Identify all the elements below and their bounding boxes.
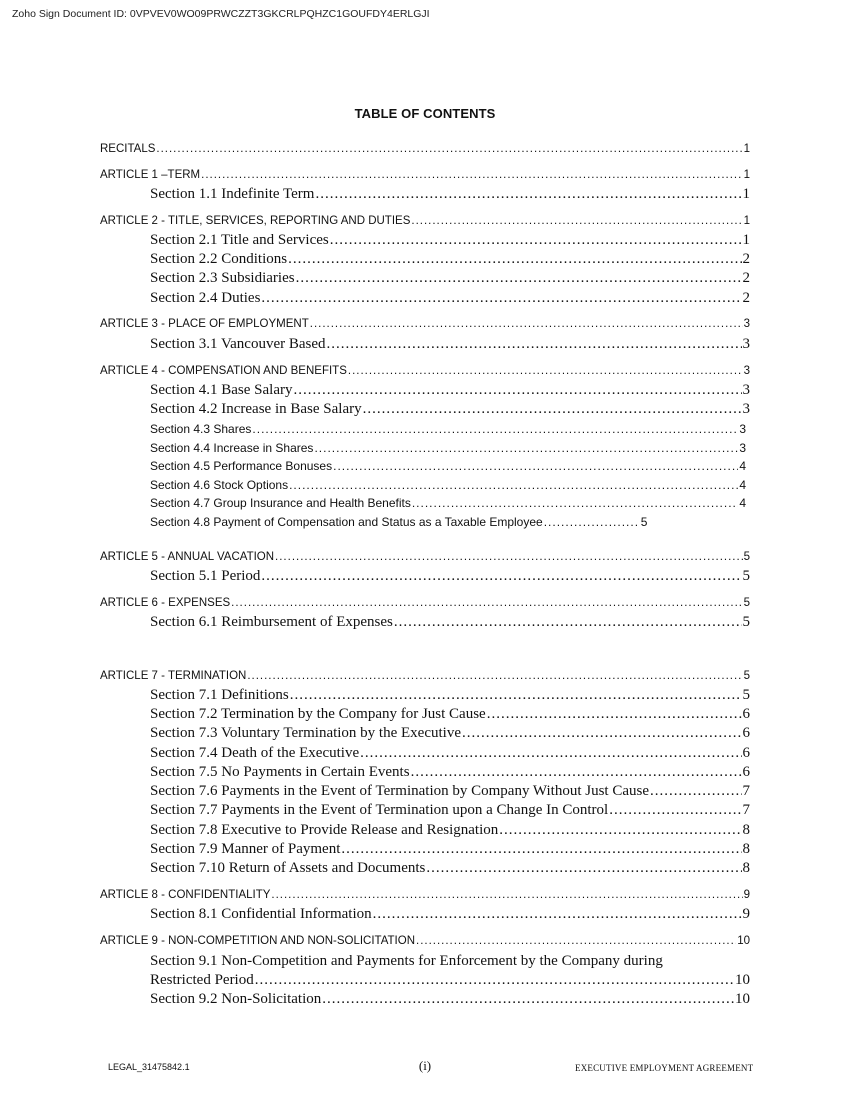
toc-dot-leader <box>231 597 742 609</box>
toc-entry-label: Restricted Period <box>150 972 254 988</box>
toc-entry-label: Section 7.2 Termination by the Company for Just Cause <box>150 706 486 722</box>
toc-dot-leader <box>156 143 742 155</box>
toc-page-number: 10 <box>735 991 750 1007</box>
toc-entry-section-4-7[interactable] <box>150 496 746 510</box>
document-id-header: Zoho Sign Document ID: 0VPVEV0WO09PRWCZZT3GKCRLPQHZC1GOUFDY4ERLGJI <box>12 8 430 20</box>
toc-entry-label: Section 2.3 Subsidiaries <box>150 270 295 286</box>
toc-dot-leader <box>462 725 742 742</box>
toc-entry-section-7-8[interactable] <box>150 822 750 839</box>
toc-dot-leader <box>360 745 741 762</box>
toc-page-number: 3 <box>739 422 746 436</box>
toc-entry-section-7-7[interactable] <box>150 802 750 819</box>
toc-entry-label: Section 2.1 Title and Services <box>150 232 329 248</box>
toc-page-number: 5 <box>743 597 750 609</box>
toc-dot-leader <box>412 496 738 510</box>
toc-page-number: 8 <box>742 860 750 876</box>
toc-page-number: 3 <box>743 318 750 330</box>
toc-dot-leader <box>411 764 742 781</box>
toc-entry-section-4-3[interactable] <box>150 422 746 436</box>
toc-entry-label: ARTICLE 7 - TERMINATION <box>100 670 247 682</box>
toc-page-number: 4 <box>739 459 746 473</box>
toc-page-number: 1 <box>742 232 750 248</box>
toc-entry-label: Section 7.3 Voluntary Termination by the Executive <box>150 725 461 741</box>
toc-entry-section-2-1[interactable] <box>150 232 750 249</box>
toc-page-number: 7 <box>742 802 750 818</box>
toc-page-number: 5 <box>742 687 750 703</box>
toc-entry-section-7-6[interactable] <box>150 783 750 800</box>
toc-entry-label: Section 4.5 Performance Bonuses <box>150 459 333 473</box>
toc-entry-label: ARTICLE 5 - ANNUAL VACATION <box>100 551 275 563</box>
toc-entry-label: Section 2.4 Duties <box>150 290 261 306</box>
toc-dot-leader <box>650 783 742 800</box>
toc-dot-leader <box>327 336 742 353</box>
toc-dot-leader <box>333 459 738 473</box>
toc-entry-section-7-4[interactable] <box>150 745 750 762</box>
toc-page-number: 5 <box>742 614 750 630</box>
toc-entry-article-8[interactable] <box>100 889 750 901</box>
toc-page-number: 2 <box>742 251 750 267</box>
toc-title: TABLE OF CONTENTS <box>354 106 496 121</box>
toc-dot-leader <box>487 706 742 723</box>
toc-entry-label: Section 2.2 Conditions <box>150 251 288 267</box>
toc-entry-section-3-1[interactable] <box>150 336 750 353</box>
toc-page-number: 3 <box>742 382 750 398</box>
toc-entry-section-4-6[interactable] <box>150 478 746 492</box>
toc-entry-section-7-5[interactable] <box>150 764 750 781</box>
toc-entry-label: Section 4.1 Base Salary <box>150 382 293 398</box>
toc-entry-section-4-4[interactable] <box>150 441 746 455</box>
toc-entry-label: Section 7.1 Definitions <box>150 687 289 703</box>
toc-entry-section-7-9[interactable] <box>150 841 750 858</box>
toc-dot-leader <box>247 670 742 682</box>
toc-entry-label: Section 9.2 Non-Solicitation <box>150 991 322 1007</box>
toc-page-number: 1 <box>743 215 750 227</box>
toc-entry-label: ARTICLE 9 - NON-COMPETITION AND NON-SOLICITATION <box>100 935 415 947</box>
toc-entry-recitals[interactable] <box>100 143 750 155</box>
toc-page-number: 3 <box>742 336 750 352</box>
toc-entry-article-9[interactable] <box>100 935 750 947</box>
toc-page-number: 6 <box>742 706 750 722</box>
toc-page-number: 1 <box>743 143 750 155</box>
toc-page-number: 3 <box>743 365 750 377</box>
toc-page-number: 2 <box>742 270 750 286</box>
toc-entry-article-7[interactable] <box>100 670 750 682</box>
toc-entry-article-2[interactable] <box>100 215 750 227</box>
toc-dot-leader <box>289 478 738 492</box>
toc-dot-leader <box>252 422 738 436</box>
toc-entry-label: Section 6.1 Reimbursement of Expenses <box>150 614 393 630</box>
toc-entry-section-4-5[interactable] <box>150 459 746 473</box>
toc-entry-label: Section 4.4 Increase in Shares <box>150 441 314 455</box>
toc-page-number: 5 <box>742 568 750 584</box>
toc-entry-label: RECITALS <box>100 143 156 155</box>
toc-dot-leader <box>261 568 741 585</box>
toc-entry-label: ARTICLE 4 - COMPENSATION AND BENEFITS <box>100 365 347 377</box>
toc-entry-section-9-1[interactable] <box>150 972 750 989</box>
toc-entry-section-9-1-line1[interactable]: Section 9.1 Non-Competition and Payments for Enforcement by the Company during <box>150 953 663 969</box>
toc-entry-article-4[interactable] <box>100 365 750 377</box>
toc-dot-leader <box>201 169 742 181</box>
toc-entry-label: Section 3.1 Vancouver Based <box>150 336 326 352</box>
toc-entry-label: ARTICLE 6 - EXPENSES <box>100 597 231 609</box>
toc-page-number: 1 <box>742 186 750 202</box>
toc-dot-leader <box>341 841 741 858</box>
toc-entry-section-1-1[interactable] <box>150 186 750 203</box>
toc-entry-section-6-1[interactable] <box>150 614 750 631</box>
toc-page-number: 5 <box>640 515 648 529</box>
toc-page-number: 10 <box>737 935 750 947</box>
toc-entry-article-1[interactable] <box>100 169 750 181</box>
toc-page-number: 1 <box>743 169 750 181</box>
toc-dot-leader <box>373 906 742 923</box>
toc-page-number: 8 <box>742 841 750 857</box>
footer-document-reference: LEGAL_31475842.1 <box>108 1062 190 1072</box>
toc-entry-section-8-1[interactable] <box>150 906 750 923</box>
toc-page-number: 2 <box>742 290 750 306</box>
toc-dot-leader <box>271 889 742 901</box>
toc-entry-article-6[interactable] <box>100 597 750 609</box>
toc-dot-leader <box>314 441 738 455</box>
toc-page-number: 3 <box>742 401 750 417</box>
toc-page-number: 10 <box>735 972 750 988</box>
toc-dot-leader <box>296 270 742 287</box>
toc-page-number: 5 <box>743 670 750 682</box>
toc-entry-section-2-4[interactable] <box>150 290 750 307</box>
toc-dot-leader <box>315 186 741 203</box>
toc-page-number: 3 <box>739 441 746 455</box>
toc-dot-leader <box>394 614 742 631</box>
toc-entry-section-4-8[interactable] <box>150 515 708 529</box>
toc-entry-label: Section 7.8 Executive to Provide Release and Resignation <box>150 822 499 838</box>
toc-dot-leader <box>609 802 741 819</box>
toc-entry-section-7-3[interactable] <box>150 725 750 742</box>
toc-page-number: 7 <box>742 783 750 799</box>
toc-entry-label: Section 5.1 Period <box>150 568 261 584</box>
toc-entry-label: Section 1.1 Indefinite Term <box>150 186 315 202</box>
toc-page-number: 5 <box>743 551 750 563</box>
toc-entry-label: Section 7.5 No Payments in Certain Events <box>150 764 410 780</box>
toc-page-number: 4 <box>739 478 746 492</box>
toc-dot-leader <box>363 401 742 418</box>
toc-dot-leader <box>426 860 741 877</box>
footer-document-title: EXECUTIVE EMPLOYMENT AGREEMENT <box>575 1063 754 1073</box>
toc-entry-label: ARTICLE 2 - TITLE, SERVICES, REPORTING AND DUTIES <box>100 215 411 227</box>
toc-dot-leader <box>288 251 741 268</box>
toc-page-number: 4 <box>739 496 746 510</box>
toc-entry-label: Section 4.6 Stock Options <box>150 478 289 492</box>
toc-entry-label: Section 4.2 Increase in Base Salary <box>150 401 362 417</box>
toc-page-number: 6 <box>742 745 750 761</box>
toc-page-number: 8 <box>742 822 750 838</box>
toc-entry-article-3[interactable] <box>100 318 750 330</box>
toc-entry-section-7-10[interactable] <box>150 860 750 877</box>
toc-dot-leader <box>544 515 640 529</box>
toc-entry-section-9-2[interactable] <box>150 991 750 1008</box>
toc-entry-section-7-2[interactable] <box>150 706 750 723</box>
toc-entry-label: Section 4.8 Payment of Compensation and Status as a Taxable Employee <box>150 515 543 529</box>
toc-dot-leader <box>416 935 736 947</box>
toc-dot-leader <box>310 318 743 330</box>
toc-entry-section-4-2[interactable] <box>150 401 750 418</box>
toc-dot-leader <box>330 232 742 249</box>
toc-dot-leader <box>290 687 742 704</box>
toc-entry-label: Section 4.3 Shares <box>150 422 252 436</box>
toc-page-number: 6 <box>742 764 750 780</box>
toc-entry-label: ARTICLE 3 - PLACE OF EMPLOYMENT <box>100 318 309 330</box>
toc-entry-label: Section 7.6 Payments in the Event of Termination by Company Without Just Cause <box>150 783 649 799</box>
toc-entry-article-5[interactable] <box>100 551 750 563</box>
footer-page-number: (i) <box>418 1058 432 1073</box>
toc-dot-leader <box>293 382 741 399</box>
toc-entry-section-2-3[interactable] <box>150 270 750 287</box>
toc-entry-label: Section 7.4 Death of the Executive <box>150 745 360 761</box>
toc-page-number: 9 <box>743 889 750 901</box>
toc-dot-leader <box>499 822 741 839</box>
toc-entry-section-7-1[interactable] <box>150 687 750 704</box>
toc-entry-label: Section 7.10 Return of Assets and Documents <box>150 860 426 876</box>
toc-entry-label: Section 4.7 Group Insurance and Health Benefits <box>150 496 411 510</box>
toc-dot-leader <box>275 551 743 563</box>
toc-dot-leader <box>322 991 734 1008</box>
toc-entry-label: Section 8.1 Confidential Information <box>150 906 372 922</box>
toc-entry-label: ARTICLE 1 –TERM <box>100 169 201 181</box>
toc-dot-leader <box>255 972 734 989</box>
toc-entry-label: Section 7.7 Payments in the Event of Termination upon a Change In Control <box>150 802 609 818</box>
toc-entry-label: ARTICLE 8 - CONFIDENTIALITY <box>100 889 271 901</box>
toc-entry-label: Section 7.9 Manner of Payment <box>150 841 341 857</box>
toc-dot-leader <box>411 215 742 227</box>
toc-dot-leader <box>261 290 741 307</box>
toc-page-number: 6 <box>742 725 750 741</box>
toc-entry-section-2-2[interactable] <box>150 251 750 268</box>
toc-entry-section-4-1[interactable] <box>150 382 750 399</box>
toc-entry-section-5-1[interactable] <box>150 568 750 585</box>
toc-dot-leader <box>348 365 743 377</box>
toc-page-number: 9 <box>742 906 750 922</box>
